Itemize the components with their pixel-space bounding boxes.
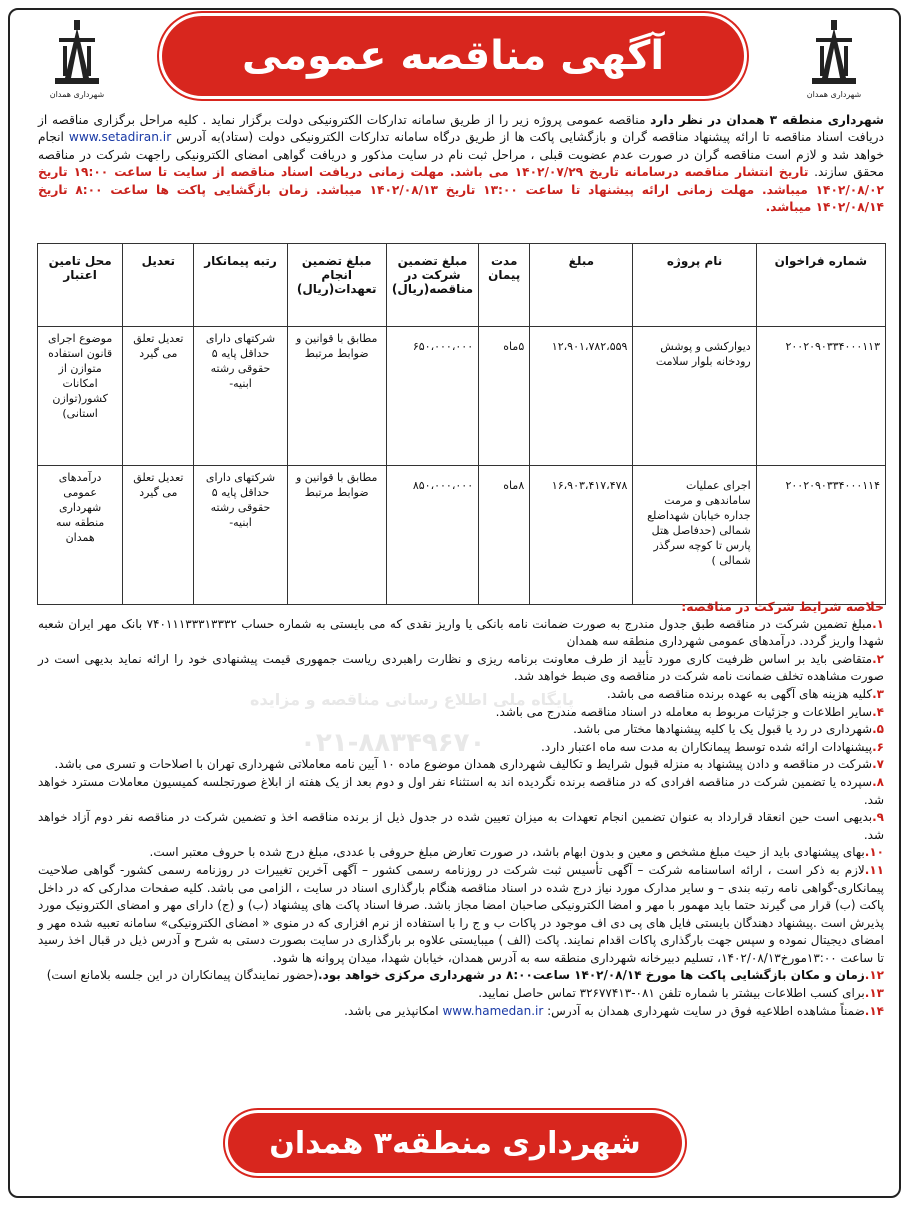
watermark-phone: ۰۲۱-۸۸۳۴۹۶۷۰: [300, 728, 486, 758]
condition-item: ۹.بدیهی است حین انعقاد قرارداد به عنوان تضمین انجام تعهدات به میزان تعیین شده در جدول ذیل از برنده مناقصه اخذ و تضمین شرکت در مناقصه نفر دوم آزاد خواهد شد.: [38, 810, 884, 842]
cell-performance-guarantee: مطابق با قوانین و ضوابط مرتبط: [287, 466, 386, 605]
condition-item: ۱۰.بهای پیشنهادی باید از حیث مبلغ مشخص و معین و بدون ابهام باشد، در صورت تعارض مبلغ حروفی با عددی، مبلغ درج شده با حروف معتبر است.: [149, 845, 884, 860]
col-header: مدت پیمان: [479, 244, 530, 327]
conditions-section: [38, 598, 884, 1020]
cell-call-number: ۲۰۰۲۰۹۰۳۳۴۰۰۰۱۱۴: [756, 466, 885, 605]
municipality-emblem-icon: [804, 18, 864, 88]
cell-bid-guarantee: ۸۵۰،۰۰۰،۰۰۰: [386, 466, 478, 605]
tender-table: [37, 243, 886, 605]
cell-funding-source: درآمدهای عمومی شهرداری منطقه سه همدان: [38, 466, 123, 605]
intro-dates: تاریخ انتشار مناقصه درسامانه تاریخ ۱۴۰۲/۰۷/۲۹ می باشد. مهلت زمانی دریافت اسناد مناقصه از سایت تا ساعت ۱۹:۰۰ تاریخ ۱۴۰۲/۰۸/۰۲ میباشد. مهلت زمانی ارائه پیشنهاد تا ساعت ۱۳:۰۰ تاریخ ۱۴۰۲/۰۸/۱۳ میباشد. زمان بازگشایی پاکت ها ساعت ۸:۰۰ تاریخ ۱۴۰۲/۰۸/۱۴ میباشد.: [38, 165, 884, 215]
cell-funding-source: موضوع اجرای قانون استفاده متوازن از امکانات کشور(توازن استانی): [38, 327, 123, 466]
condition-item: ۱۳.برای کسب اطلاعات بیشتر با شماره تلفن ۰۸۱-۳۲۶۷۷۴۱۳ تماس حاصل نمایید.: [478, 986, 884, 1001]
col-header: نام پروژه: [633, 244, 756, 327]
condition-item: ۸.سپرده یا تضمین شرکت در مناقصه افرادی که در مناقصه برنده نگردیده اند به استثناء نفر اول و دوم بعد از یک هفته از ابلاغ صورتجلسه کمیسیون معاملات مسترد خواهد شد.: [38, 774, 884, 807]
cell-adjustment: تعدیل تعلق می گیرد: [123, 466, 194, 605]
col-header: محل تامین اعتبار: [38, 244, 123, 327]
cell-call-number: ۲۰۰۲۰۹۰۳۳۴۰۰۰۱۱۳: [756, 327, 885, 466]
cell-contractor-grade: شرکتهای دارای حداقل پایه ۵ حقوقی رشته ابنیه-: [194, 466, 287, 605]
condition-item: ۶.پیشنهادات ارائه شده توسط پیمانکاران به مدت سه ماه اعتبار دارد.: [541, 739, 884, 754]
table-row: [38, 327, 886, 466]
cell-amount: ۱۲،۹۰۱،۷۸۲،۵۵۹: [530, 327, 633, 466]
municipality-logo-right: [795, 18, 873, 108]
cell-duration: ۸ماه: [479, 466, 530, 605]
watermark-text: پایگاه ملی اطلاع رسانی مناقصه و مزایده: [250, 690, 574, 709]
condition-item: ۴.سایر اطلاعات و جزئیات مربوط به معامله در اسناد مناقصه مندرج می باشد.: [495, 704, 884, 719]
table-header-row: [38, 244, 886, 327]
logo-caption: شهرداری همدان: [49, 90, 105, 99]
col-header: مبلغ تضمین شرکت در مناقصه(ریال): [386, 244, 478, 327]
cell-amount: ۱۶،۹۰۳،۴۱۷،۴۷۸: [530, 466, 633, 605]
cell-contractor-grade: شرکتهای دارای حداقل پایه ۵ حقوقی رشته ابنیه-: [194, 327, 287, 466]
col-header: رتبه پیمانکار: [194, 244, 287, 327]
condition-item: ۷.شرکت در مناقصه و دادن پیشنهاد به منزله قبول شرایط و تکالیف شهرداری همدان موضوع ماده ۱۰ آیین نامه معاملاتی شهرداری تهران با اصلاحات و تسری می باشد.: [54, 757, 884, 772]
condition-item: ۱.مبلغ تضمین شرکت در مناقصه طبق جدول مندرج به صورت ضمانت نامه بانکی یا واریز نقدی که می بایستی به شماره حساب ۷۴۰۱۱۱۳۳۳۱۳۳۳۲ بانک مهر ایران شعبه شهدا واریز گردد. درآمدهای عمومی شهرداری منطقه سه همدان: [38, 616, 884, 649]
municipality-logo-left: [38, 18, 116, 108]
setadiran-link[interactable]: www.setadiran.ir: [68, 130, 172, 145]
condition-item: ۱۱.لازم به ذکر است ، ارائه اساسنامه شرکت – آگهی تأسیس ثبت شرکت در روزنامه رسمی کشور – آگهی آخرین تغییرات در روزنامه رسمی کشور- گواهی صلاحیت پیمانکاری-گواهی نامه رتبه بندی – و سایر مدارک مورد نیاز درج شده در اسناد مناقصه هنگام بارگذاری اسناد در سایت ، الزامی می باشد. کلیه صفحات مدارکی که در داخل پاکت (ب) قرار می گیرند حتما باید مهمور با مهر و امضا الکترونیکی صاحبان امضا مجاز باشد. صرفا اسناد پاکت های پیشنهاد (ب) و (ج) دارای مهر و امضای الکترونیک مورد پذیرش است .پیشنهاد دهندگان بایستی فایل های پی دی اف موجود در پاکات ب و ج را با استفاده از نرم افزاری که در منوی « امضای الکترونیکی» سامانه تعبیه شده مهر و امضای دیجیتال نموده و سپس جهت بارگذاری پاکات اقدام نمایند. پاکت (الف ) میبایستی علاوه بر بارگذاری در سایت بصورت دستی به شرح و آدرس ذیل در قبال اخذ رسید تا ساعت ۱۳:۰۰مورخ۱۴۰۲/۰۸/۱۳، تسلیم دبیرخانه شهرداری منطقه سه به آدرس همدان، خیابان شهدا، میدان پروانه ها شود.: [38, 862, 884, 965]
cell-adjustment: تعدیل تعلق می گیرد: [123, 327, 194, 466]
intro-lead: شهرداری منطقه ۳ همدان در نظر دارد: [650, 113, 884, 127]
cell-duration: ۵ماه: [479, 327, 530, 466]
footer-title: شهرداری منطقه۳ همدان: [269, 1125, 641, 1161]
table-row: [38, 466, 886, 605]
condition-item: ۱۲.زمان و مکان بازگشایی پاکت ها مورخ ۱۴۰۲/۰۸/۱۴ ساعت۸:۰۰ در شهرداری مرکزی خواهد بود.(حضور نمایندگان پیمانکاران در این جلسه بلامانع است): [46, 968, 884, 983]
condition-item: ۵.شهرداری در رد یا قبول یک یا کلیه پیشنهادها مختار می باشد.: [573, 722, 884, 737]
footer-banner: [228, 1113, 682, 1173]
conditions-heading: خلاصه شرایط شرکت در مناقصه:: [681, 599, 884, 614]
col-header: مبلغ تضمین انجام تعهدات(ریال): [287, 244, 386, 327]
col-header: شماره فراخوان: [756, 244, 885, 327]
title-banner: [162, 16, 744, 96]
cell-performance-guarantee: مطابق با قوانین و ضوابط مرتبط: [287, 327, 386, 466]
condition-item: ۳.کلیه هزینه های آگهی به عهده برنده مناقصه می باشد.: [606, 686, 884, 701]
municipality-emblem-icon: [47, 18, 107, 88]
intro-body-2: انجام خواهد شد و لازم است مناقصه گران در صورت عدم عضویت قبلی ، مراحل ثبت نام در سایت مذکور و دریافت گواهی امضای الکترونیکی راجهت شرکت در مناقصه محقق سازند.: [38, 130, 884, 180]
cell-project-name: اجرای عملیات ساماندهی و مرمت جداره خیابان شهداضلع شمالی (حدفاصل هتل پارس تا کوچه سرگذر شمالی ): [633, 466, 756, 605]
cell-bid-guarantee: ۶۵۰،۰۰۰،۰۰۰: [386, 327, 478, 466]
intro-paragraph: [38, 112, 884, 216]
intro-body-1: مناقصه عمومی پروژه زیر را از طریق سامانه تدارکات الکترونیکی دولت برگزار نماید . کلیه مراحل برگزاری مناقصه از دریافت اسناد مناقصه تا ارائه پیشنهاد مناقصه گران و بازگشایی پاکت ها از طریق درگاه سامانه تدارکات الکترونیکی دولت (ستاد)به آدرس: [38, 113, 884, 145]
hamedan-link[interactable]: www.hamedan.ir: [442, 1003, 544, 1018]
condition-item: ۱۴.ضمناً مشاهده اطلاعیه فوق در سایت شهرداری همدان به آدرس: www.hamedan.ir امکانپذیر می باشد.: [344, 1003, 884, 1018]
col-header: تعدیل: [123, 244, 194, 327]
cell-project-name: دیوارکشی و پوشش رودخانه بلوار سلامت: [633, 327, 756, 466]
col-header: مبلغ: [530, 244, 633, 327]
logo-caption: شهرداری همدان: [806, 90, 862, 99]
condition-item: ۲.متقاضی باید بر اساس ظرفیت کاری مورد تأیید از طرف معاونت برنامه ریزی و نظارت راهبردی ریاست جمهوری قیمت پیشنهادی خود را ارائه نماید بدیهی است در صورت مشاهده تخلف ضمانت نامه شرکت در مناقصه وی ضبط خواهد شد.: [38, 651, 884, 684]
page-title: آگهی مناقصه عمومی: [241, 33, 665, 79]
